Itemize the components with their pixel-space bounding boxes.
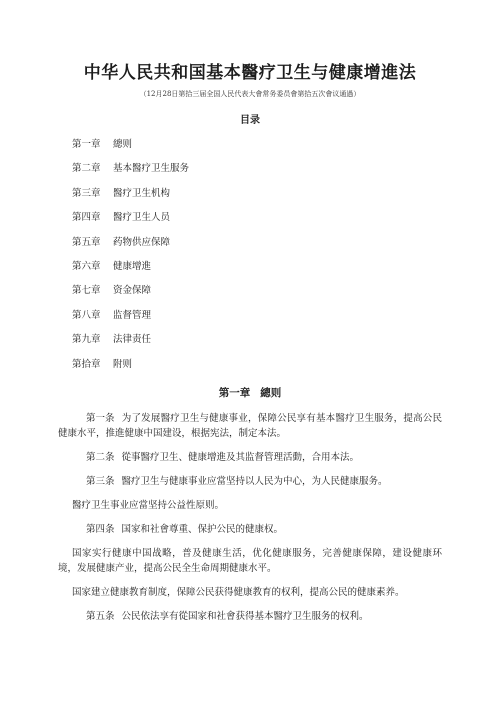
article-paragraph bbox=[58, 585, 442, 600]
article-paragraph bbox=[58, 546, 442, 576]
toc-chapter-title: 健康增進 bbox=[113, 260, 152, 272]
toc-item bbox=[72, 358, 442, 382]
toc-chapter-number: 第二章 bbox=[72, 163, 101, 175]
chapter-number: 第一章 bbox=[218, 386, 251, 399]
toc-chapter-number: 第三章 bbox=[72, 187, 101, 199]
article-number: 第二条 bbox=[86, 451, 115, 463]
toc-chapter-title: 附则 bbox=[113, 358, 133, 370]
chapter-title: 總则 bbox=[260, 386, 282, 399]
toc-chapter-number: 第五章 bbox=[72, 236, 101, 248]
toc-chapter-number: 第拾章 bbox=[72, 358, 101, 370]
article-paragraph bbox=[58, 522, 442, 537]
toc-item bbox=[72, 260, 442, 284]
toc-chapter-title: 监督管理 bbox=[113, 309, 152, 321]
article-number: 第一条 bbox=[86, 412, 115, 424]
article-text: 醫疗卫生事业应當坚持公益性原则。 bbox=[72, 499, 225, 511]
article-text: 公民依法享有從国家和社會获得基本醫疗卫生服务的权利。 bbox=[121, 610, 369, 622]
document-subtitle: （12月28日第拾三届全国人民代表大會常务委员會第拾五次會议通過） bbox=[139, 90, 361, 98]
table-of-contents bbox=[58, 138, 442, 382]
article-text: 国家实行健康中国战略，普及健康生活，优化健康服务，完善健康保障，建设健康环境，发展健康产业，提高公民全生命周期健康水平。 bbox=[58, 547, 442, 574]
article-number: 第三条 bbox=[86, 475, 115, 487]
article-paragraph bbox=[58, 498, 442, 513]
article-text: 国家建立健康教育制度，保障公民获得健康教育的权利，提高公民的健康素养。 bbox=[72, 586, 405, 598]
toc-chapter-title: 药物供应保障 bbox=[113, 236, 171, 248]
toc-chapter-number: 第一章 bbox=[72, 139, 101, 150]
article-paragraph bbox=[58, 411, 442, 441]
article-text: 從事醫疗卫生、健康增進及其监督管理活動，合用本法。 bbox=[121, 451, 360, 463]
toc-chapter-number: 第九章 bbox=[72, 334, 101, 346]
toc-heading: 目录 bbox=[240, 115, 260, 126]
toc-item bbox=[72, 284, 442, 308]
article-paragraph bbox=[58, 474, 442, 489]
toc-chapter-title: 基本醫疗卫生服务 bbox=[113, 163, 190, 175]
article-text: 醫疗卫生与健康事业应當坚持以人民为中心，为人民健康服务。 bbox=[121, 475, 388, 487]
toc-chapter-title: 醫疗卫生机构 bbox=[113, 187, 171, 199]
article-number: 第四条 bbox=[86, 523, 115, 535]
article-text: 为了发展醫疗卫生与健康事业，保障公民享有基本醫疗卫生服务，提高公民健康水平，推進健康中国建设，根据宪法，制定本法。 bbox=[58, 412, 442, 439]
toc-item bbox=[72, 162, 442, 186]
chapter-heading bbox=[58, 386, 442, 400]
article-paragraph bbox=[58, 609, 442, 624]
toc-item bbox=[72, 309, 442, 333]
toc-chapter-title: 醫疗卫生人员 bbox=[113, 212, 171, 224]
toc-chapter-number: 第八章 bbox=[72, 309, 101, 321]
toc-item bbox=[72, 138, 442, 162]
chapter-body bbox=[58, 411, 442, 624]
toc-item bbox=[72, 333, 442, 357]
toc-item bbox=[72, 187, 442, 211]
toc-chapter-number: 第六章 bbox=[72, 260, 101, 272]
toc-chapter-title: 法律责任 bbox=[113, 334, 152, 346]
toc-chapter-title: 资金保障 bbox=[113, 285, 152, 297]
toc-item bbox=[72, 211, 442, 235]
article-text: 国家和社會尊重、保护公民的健康权。 bbox=[121, 523, 284, 535]
article-number: 第五条 bbox=[86, 610, 115, 622]
document-title: 中华人民共和国基本醫疗卫生与健康增進法 bbox=[83, 63, 417, 83]
toc-chapter-title: 總则 bbox=[113, 139, 133, 150]
toc-chapter-number: 第四章 bbox=[72, 212, 101, 224]
toc-chapter-number: 第七章 bbox=[72, 285, 101, 297]
toc-item bbox=[72, 236, 442, 260]
article-paragraph bbox=[58, 450, 442, 465]
